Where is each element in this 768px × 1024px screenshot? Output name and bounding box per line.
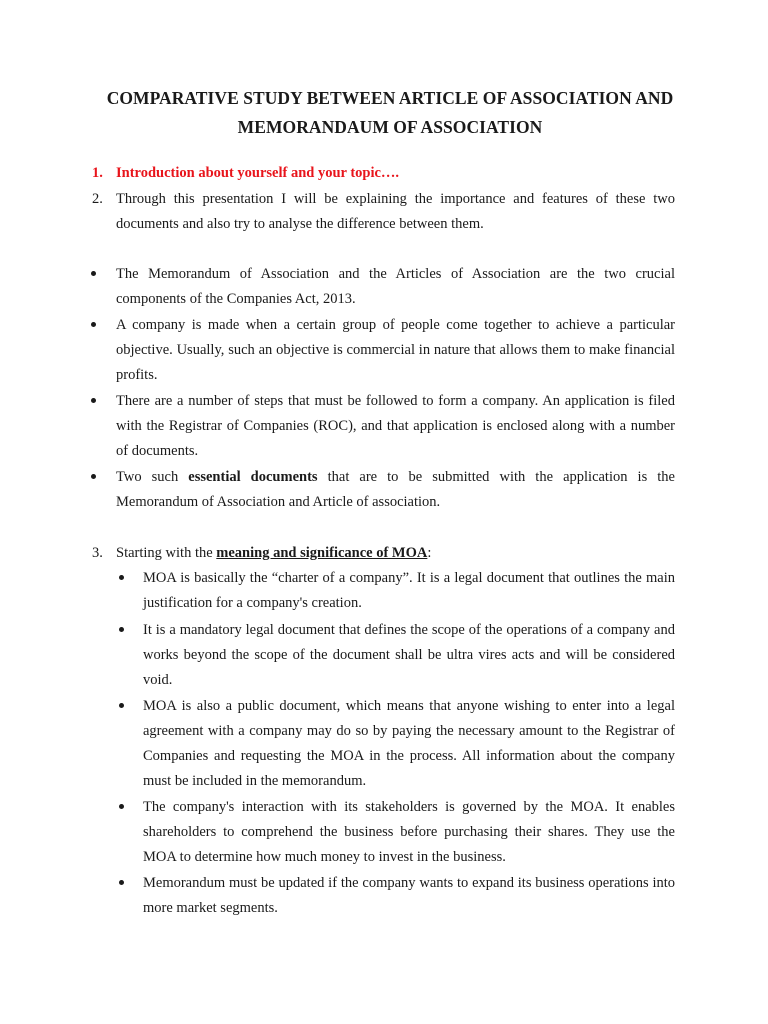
moa-bullet-2: It is a mandatory legal document that defines the scope of the operations of a company and works beyond the scope of the document shall be ultra vires acts and will be considered void.: [143, 622, 675, 688]
bullet-icon: [91, 398, 96, 403]
intro-bullet-3: There are a number of steps that must be followed to form a company. An application is filed with the Registrar of Companies (ROC), and that application is enclosed along with a number of documents.: [116, 393, 675, 459]
intro-bullet-4: Two such essential documents that are to be submitted with the application is the Memorandum of Association and Article of association.: [116, 469, 675, 510]
intro-bullet-1: The Memorandum of Association and the Articles of Association are the two crucial components of the Companies Act, 2013.: [116, 266, 675, 307]
moa-bullet-4: The company's interaction with its stakeholders is governed by the MOA. It enables shareholders to comprehend the business before purchasing their shares. They use the MOA to determine how much money to invest in the business.: [143, 799, 675, 865]
item-text-1: Introduction about yourself and your topic….: [116, 165, 400, 181]
bullet-icon: [119, 627, 124, 632]
bullet-icon: [119, 703, 124, 708]
moa-bullet-1: MOA is basically the “charter of a company”. It is a legal document that outlines the main justification for a company's creation.: [143, 570, 675, 611]
document-title-line-2: MEMORANDAUM OF ASSOCIATION: [237, 117, 543, 137]
item-number-2: 2.: [92, 191, 103, 207]
item-text-3: Starting with the meaning and significance of MOA:: [116, 545, 432, 561]
essential-documents-emphasis: essential documents: [188, 469, 318, 485]
bullet-icon: [119, 575, 124, 580]
moa-bullet-3: MOA is also a public document, which means that anyone wishing to enter into a legal agreement with a company may do so by paying the necessary amount to the Registrar of Companies and requesting the MOA in the process. All information about the company must be included in the memorandum.: [143, 698, 675, 789]
bullet-icon: [119, 880, 124, 885]
intro-bullet-2: A company is made when a certain group of people come together to achieve a particular objective. Usually, such an objective is commercial in nature that allows them to make financial profits.: [116, 317, 675, 383]
moa-bullet-5: Memorandum must be updated if the company wants to expand its business operations into more market segments.: [143, 875, 675, 916]
item-number-3: 3.: [92, 545, 103, 561]
bullet-icon: [91, 322, 96, 327]
moa-heading-underlined: meaning and significance of MOA: [216, 545, 428, 561]
document-title-line-1: COMPARATIVE STUDY BETWEEN ARTICLE OF ASSOCIATION AND: [106, 88, 674, 108]
bullet-icon: [91, 474, 96, 479]
item-text-2: Through this presentation I will be explaining the importance and features of these two documents and also try to analyse the difference between them.: [116, 191, 675, 232]
item-number-1: 1.: [92, 165, 103, 181]
bullet-icon: [91, 271, 96, 276]
bullet-icon: [119, 804, 124, 809]
